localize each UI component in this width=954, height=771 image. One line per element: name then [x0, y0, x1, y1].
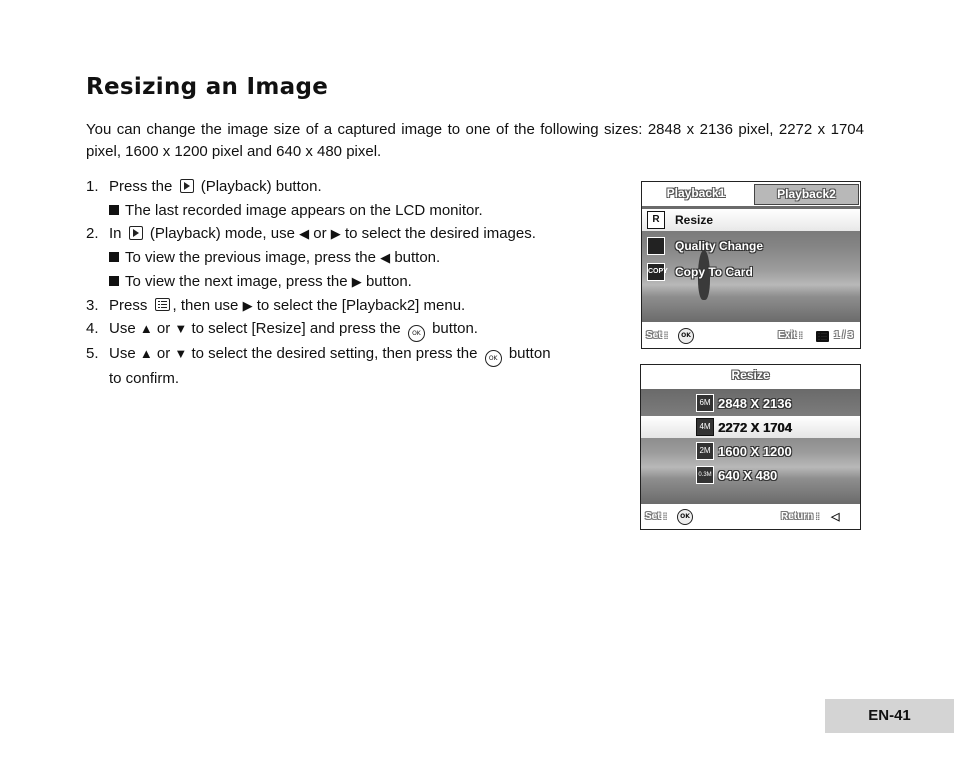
playback-icon: [129, 226, 143, 240]
step-2: 2. In (Playback) mode, use ◀ or ▶ to select the desired images.: [86, 225, 536, 243]
lcd-footer: Set : OK Exit : 1 / 3: [642, 324, 860, 348]
tab-playback2[interactable]: Playback2: [754, 184, 859, 205]
quality-change-icon: [647, 237, 665, 255]
size-6m-icon: 6M: [696, 394, 714, 412]
resize-title: Resize: [731, 368, 770, 382]
step-2-note-2: To view the next image, press the ▶ button.: [86, 270, 606, 294]
step-5-continued: to confirm.: [109, 370, 180, 388]
right-arrow-icon: ▶: [351, 273, 362, 289]
copy-icon: COPY: [647, 263, 665, 281]
step-3: 3. Press , then use ▶ to select the [Playback2] menu.: [86, 296, 466, 314]
size-4m-icon: 4M: [696, 418, 714, 436]
resize-icon: R: [647, 211, 665, 229]
menu-item-resize[interactable]: R Resize: [642, 209, 860, 231]
ok-icon: OK: [677, 509, 693, 525]
step-5: 5. Use ▲ or ▼ to select the desired setting, then press the OK button: [86, 342, 606, 367]
intro-paragraph: You can change the image size of a captured image to one of the following sizes: 2848 x 2136 pixel, 2272 x 1704 pixel, 1600 x 1200 pixel and 640 x 480 pixel.: [86, 121, 864, 160]
right-arrow-icon: ▶: [242, 297, 253, 313]
lcd-resize-menu: [640, 364, 861, 530]
steps-list: [86, 175, 606, 391]
page-title: Resizing an Image: [86, 74, 329, 100]
resize-option-4m[interactable]: 4M 2272 X 1704: [641, 416, 860, 438]
up-arrow-icon: ▲: [139, 321, 153, 337]
down-arrow-icon: ▼: [174, 346, 188, 362]
resize-option-6m[interactable]: 6M 2848 X 2136: [696, 392, 792, 414]
playback-icon: [180, 179, 194, 193]
up-arrow-icon: ▲: [139, 346, 153, 362]
size-2m-icon: 2M: [696, 442, 714, 460]
menu-icon: [815, 330, 830, 343]
tab-playback1[interactable]: Playback1: [666, 186, 726, 200]
left-arrow-icon: ◀: [380, 250, 391, 266]
left-arrow-icon: ◀: [299, 226, 310, 242]
down-arrow-icon: ▼: [174, 321, 188, 337]
lcd-footer: Set : OK Return : ◁: [645, 511, 840, 523]
step-1: 1. Press the (Playback) button.: [86, 178, 322, 195]
step-2-note-1: To view the previous image, press the ◀ button.: [86, 246, 606, 270]
menu-item-quality-change[interactable]: Quality Change: [647, 235, 763, 257]
right-arrow-icon: ▶: [330, 226, 341, 242]
bullet-square-icon: [109, 205, 119, 215]
ok-icon: OK: [485, 350, 502, 367]
return-icon: ◁: [831, 511, 840, 523]
bullet-square-icon: [109, 252, 119, 262]
size-03m-icon: 0.3M: [696, 466, 714, 484]
resize-option-2m[interactable]: 2M 1600 X 1200: [696, 440, 792, 462]
step-4: 4. Use ▲ or ▼ to select [Resize] and press the OK button.: [86, 317, 606, 342]
lcd-playback-menu: [641, 181, 861, 349]
bullet-square-icon: [109, 276, 119, 286]
menu-item-copy-to-card[interactable]: COPY Copy To Card: [648, 265, 753, 279]
page-number: EN-41: [825, 699, 954, 733]
ok-icon: OK: [408, 325, 425, 342]
lcd-tabs: [642, 182, 860, 206]
menu-icon: [155, 298, 170, 311]
resize-option-03m[interactable]: 0.3M 640 X 480: [696, 464, 777, 486]
step-1-note: The last recorded image appears on the LCD monitor.: [86, 199, 606, 223]
ok-icon: OK: [678, 328, 694, 344]
